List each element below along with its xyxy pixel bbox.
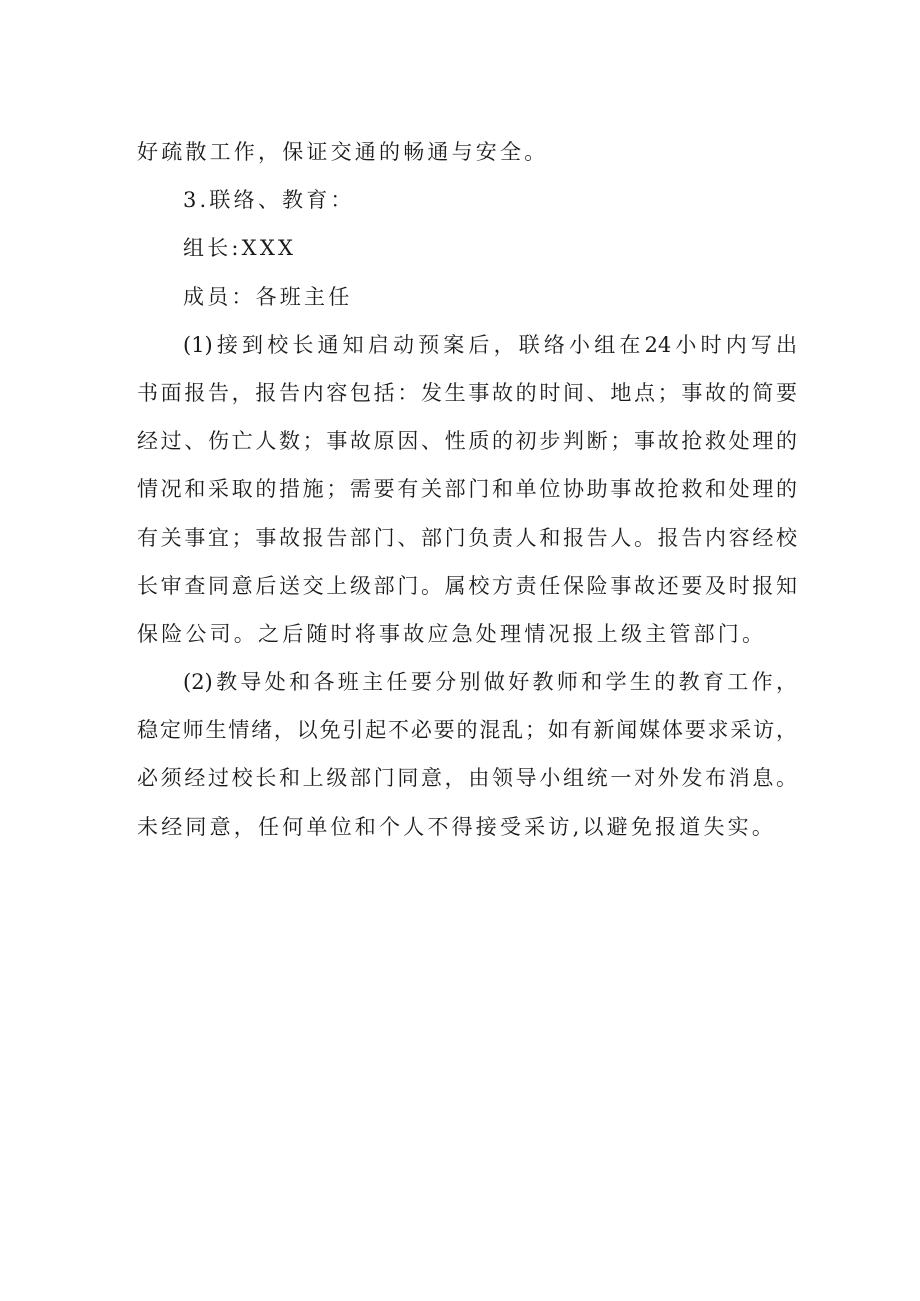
- paragraph-1-line: 经过、伤亡人数；事故原因、性质的初步判断；事故抢救处理的: [137, 429, 797, 454]
- paragraph-2-line: 必须经过校长和上级部门同意，由领导小组统一对外发布消息。: [137, 766, 797, 791]
- paragraph-2-line: 稳定师生情绪，以免引起不必要的混乱；如有新闻媒体要求采访，: [137, 718, 797, 743]
- paragraph-1-line: 书面报告，报告内容包括：发生事故的时间、地点；事故的简要: [137, 380, 797, 405]
- section-heading: 3.联络、教育：: [183, 188, 355, 213]
- paragraph-2-line: (2)教导处和各班主任要分别做好教师和学生的教育工作，: [183, 670, 797, 695]
- paragraph-2-line: 未经同意，任何单位和个人不得接受采访,以避免报道失实。: [137, 814, 777, 839]
- paragraph-1-line: (1)接到校长通知启动预案后，联络小组在24小时内写出: [183, 332, 797, 357]
- team-leader-line: 组长:XXX: [183, 236, 297, 261]
- paragraph-1-line: 长审查同意后送交上级部门。属校方责任保险事故还要及时报知: [137, 573, 797, 598]
- text-line: 好疏散工作，保证交通的畅通与安全。: [137, 140, 549, 164]
- document-body: [137, 128, 797, 851]
- paragraph-1-line: 情况和采取的措施；需要有关部门和单位协助事故抢救和处理的: [137, 477, 797, 502]
- paragraph-1-line: 有关事宜；事故报告部门、部门负责人和报告人。报告内容经校: [137, 525, 797, 550]
- paragraph-1-line: 保险公司。之后随时将事故应急处理情况报上级主管部门。: [137, 621, 767, 646]
- team-members-line: 成员：各班主任: [183, 284, 353, 309]
